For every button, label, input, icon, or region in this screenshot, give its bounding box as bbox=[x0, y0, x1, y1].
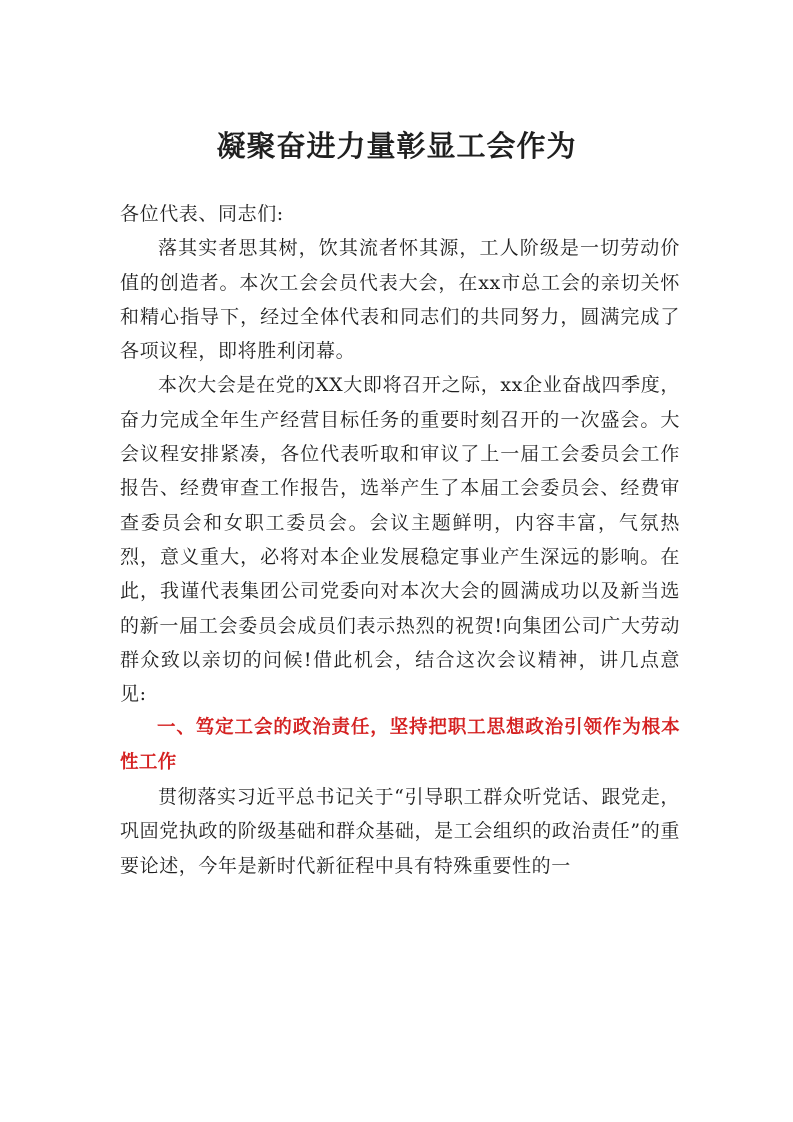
paragraph-opening: 落其实者思其树，饮其流者怀其源，工人阶级是一切劳动价值的创造者。本次工会会员代表大会，在xx市总工会的亲切关怀和精心指导下，经过全体代表和同志们的共同努力，圆满完成了各项议程，即将胜利闭幕。 bbox=[120, 237, 680, 363]
salutation: 各位代表、同志们: bbox=[120, 203, 284, 225]
document-title: 凝聚奋进力量彰显工会作为 bbox=[216, 129, 577, 163]
paragraph-meeting-summary: 本次大会是在党的XX大即将召开之际，xx企业奋战四季度，奋力完成全年生产经营目标任务的重要时刻召开的一次盛会。大会议程安排紧凑，各位代表听取和审议了上一届工会委员会工作报告、经费审查工作报告，选举产生了本届工会委员会、经费审查委员会和女职工委员会。会议主题鲜明，内容丰富，气氛热烈，意义重大，必将对本企业发展稳定事业产生深远的影响。在此，我谨代表集团公司党委向对本次大会的圆满成功以及新当选的新一届工会委员会成员们表示热烈的祝贺!向集团公司广大劳动群众致以亲切的问候!借此机会，结合这次会议精神，讲几点意见: bbox=[120, 374, 680, 706]
section-1-paragraph: 贯彻落实习近平总书记关于“引导职工群众听党话、跟党走，巩固党执政的阶级基础和群众基础，是工会组织的政治责任”的重要论述，今年是新时代新征程中具有特殊重要性的一 bbox=[120, 786, 680, 877]
document-body bbox=[120, 197, 680, 883]
section-heading-1: 一、笃定工会的政治责任，坚持把职工思想政治引领作为根本性工作 bbox=[120, 717, 680, 773]
